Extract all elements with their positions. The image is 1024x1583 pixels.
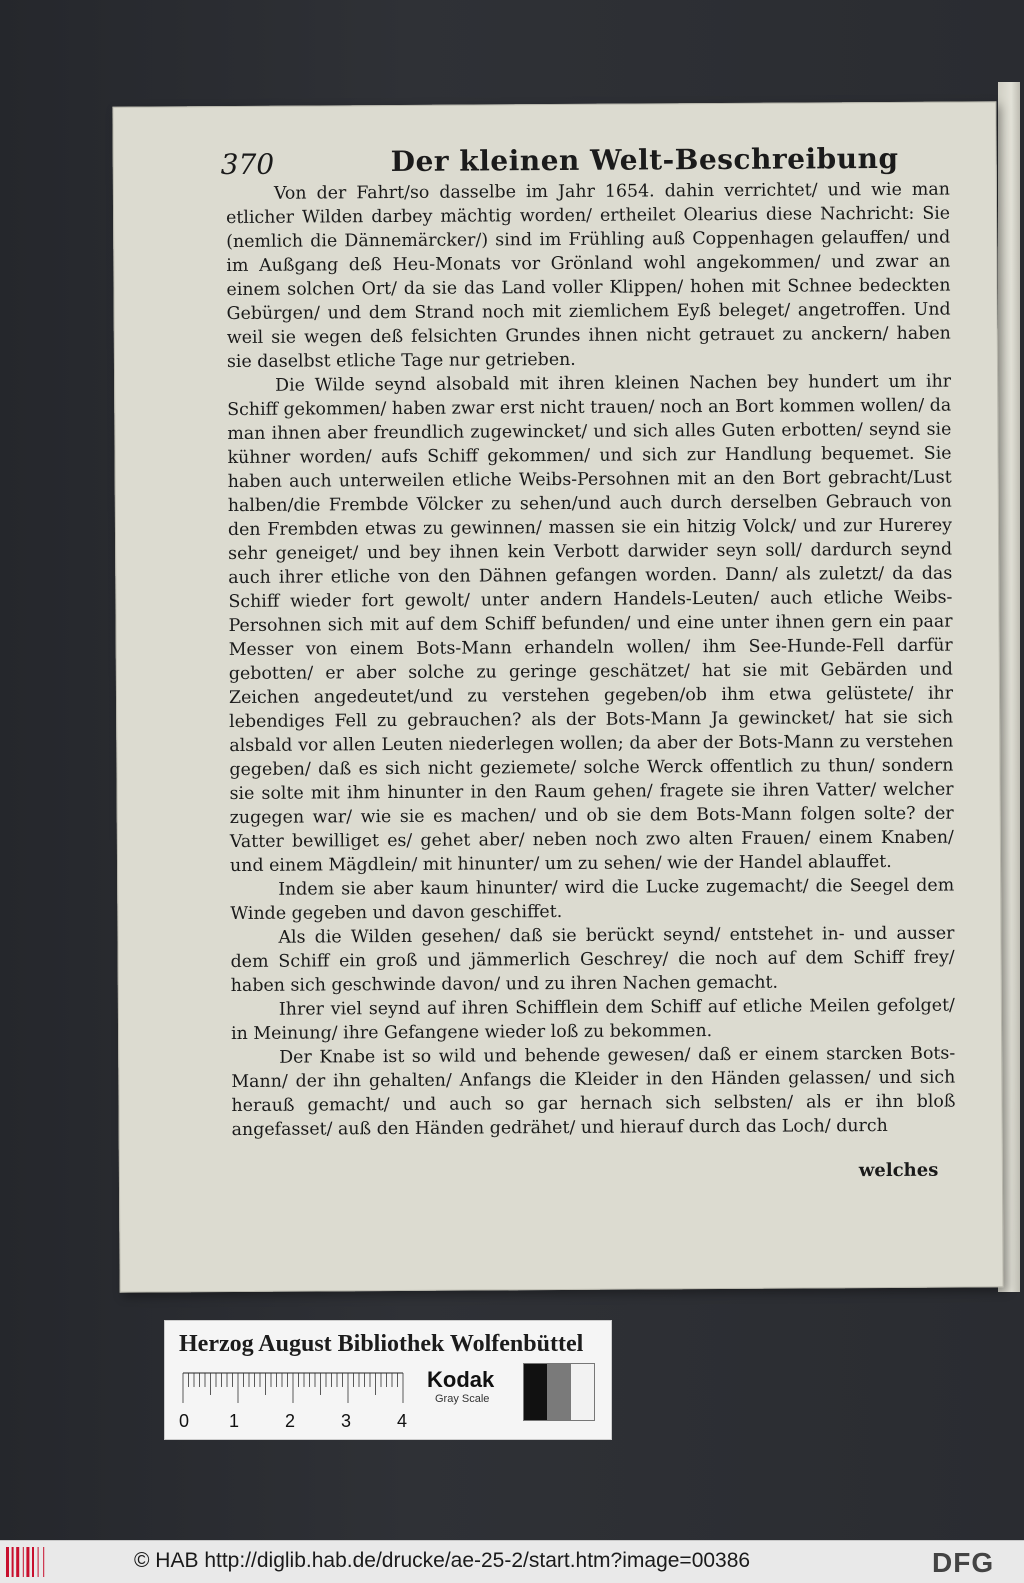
copyright-url[interactable]: © HAB http://diglib.hab.de/drucke/ae-25-2/start.htm?image=00386 bbox=[134, 1549, 751, 1572]
paragraph: Indem sie aber kaum hinunter/ wird die Lucke zugemacht/ die Seegel dem Winde gegeben und davon geschiffet. bbox=[230, 875, 955, 925]
library-name: Herzog August Bibliothek Wolfenbüttel bbox=[179, 1331, 584, 1357]
gray-patch bbox=[524, 1364, 547, 1420]
book-page bbox=[112, 101, 1003, 1292]
ruler-number: 2 bbox=[285, 1411, 296, 1431]
ruler-number: 4 bbox=[397, 1411, 408, 1431]
body-text bbox=[226, 178, 956, 1142]
ruler-number: 3 bbox=[341, 1411, 352, 1431]
color-target-card bbox=[164, 1320, 612, 1440]
paragraph: Von der Fahrt/so dasselbe im Jahr 1654. dahin verrichtet/ und wie man etlicher Wilden darbey mächtig worden/ ertheilet Olearius diese Nachricht: Sie (nemlich die Dännemärcker/) sind im Frühling auß Coppenhagen gelauffen/ und im Außgang deß Heu-Monats vor Grönland wohl angekommen/ und zwar an einem solchen Ort/ da sie das Land voller Klippen/ hohen mit Schnee bedeckten Gebürgen/ und dem Strand noch mit ziemlichem Eyß beleget/ angetroffen. Und weil sie wegen deß felsichten Grundes ihnen nicht getrauet zu anckern/ haben sie daselbst etliche Tage nur getrieben. bbox=[226, 179, 951, 373]
paragraph: Die Wilde seynd alsobald mit ihren kleinen Nachen bey hundert um ihr Schiff gekommen/ haben zwar erst nicht trauen/ noch an Bort kommen wollen/ da man ihnen aber freundlich zugewincket/ und sich alles Guten erbotten/ seynd sie kühner worden/ aufs Schiff gekommen/ und sich zur Handlung bequemet. Sie haben auch unterweilen etliche Weibs-Persohnen mit an den Bort gebracht/Lust halben/die Frembde Völcker zu sehen/und auch durch derselben Gebrauch von den Frembden etwas zu gewinnen/ massen sie ein hitzig Volck/ und zur Hurerey sehr geneiget/ und bey ihnen kein Verbott darwider seyn soll/ dardurch seynd auch ihrer etliche von den Dähnen gefangen worden. Dann/ als zuletzt/ da das Schiff wieder fort gewolt/ unter andern Handels-Leuten/ auch etliche Weibs-Persohnen sich mit auf dem Schiff befunden/ und eine unter ihnen gern ein paar Messer von einem Bots-Mann erhandeln wollen/ ihm See-Hunde-Fell darfür gebotten/ er aber solche zu geringe geschätzet/ hat sie mit Gebärden und Zeichen angedeutet/und zu verstehen gegeben/ob ihm etwa gelüstete/ ihr lebendiges Fell zu gebrauchen? als der Bots-Mann Ja gewincket/ hat sie sich alsbald vor allen Leuten niederlegen wollen; da aber der Bots-Mann zu verstehen gegeben/ daß es sich nicht geziemete/ solche Werck offentlich zu thun/ sondern sie solte mit ihm hinunter in den Raum gehen/ fragete sie ihren Vatter/ welcher zugegen war/ wie sie es machen/ und ob sie dem Bots-Mann folgen solte? der Vatter bewilliget es/ gehet aber/ neben noch zwo alten Frauen/ einem Knaben/ und einem Mägdlein/ mit hinunter/ um zu sehen/ wie der Handel ablauffet. bbox=[227, 371, 954, 877]
ruler bbox=[179, 1371, 415, 1431]
paragraph: Ihrer viel seynd auf ihren Schifflein dem Schiff auf etliche Meilen gefolget/ in Meinung/ ihre Gefangene wieder loß zu bekommen. bbox=[230, 995, 955, 1045]
ruler-number: 0 bbox=[179, 1411, 190, 1431]
gray-scale-patches bbox=[523, 1363, 595, 1421]
gray-patch bbox=[571, 1364, 594, 1420]
running-title: Der kleinen Welt-Beschreibung bbox=[390, 141, 899, 179]
gray-patch bbox=[547, 1364, 570, 1420]
catchword: welches bbox=[858, 1159, 939, 1182]
kodak-logo: Kodak bbox=[427, 1367, 495, 1392]
footer-bar bbox=[0, 1540, 1024, 1583]
hab-barcode-logo-icon bbox=[6, 1547, 50, 1577]
dfg-logo: DFG bbox=[932, 1547, 995, 1578]
paragraph: Als die Wilden gesehen/ daß sie berückt seynd/ entstehet in- und ausser dem Schiff ein groß und jämmerlich Geschrey/ die noch auf dem Schiff frey/ haben sich geschwinde davon/ und zu ihren Nachen gemacht. bbox=[230, 923, 955, 997]
paragraph: Der Knabe ist so wild und behende gewesen/ daß er einem starcken Bots-Mann/ der ihn gehalten/ Anfangs die Kleider in den Händen gelassen/ und sich herauß gemacht/ und auch so gar hernach sich selbsten/ als er ihn bloß angefasset/ auß den Händen gedrähet/ und hierauf durch das Loch/ durch bbox=[231, 1043, 956, 1141]
page-number: 370 bbox=[220, 147, 275, 182]
gray-scale-label: Gray Scale bbox=[435, 1393, 490, 1405]
ruler-number: 1 bbox=[229, 1411, 240, 1431]
